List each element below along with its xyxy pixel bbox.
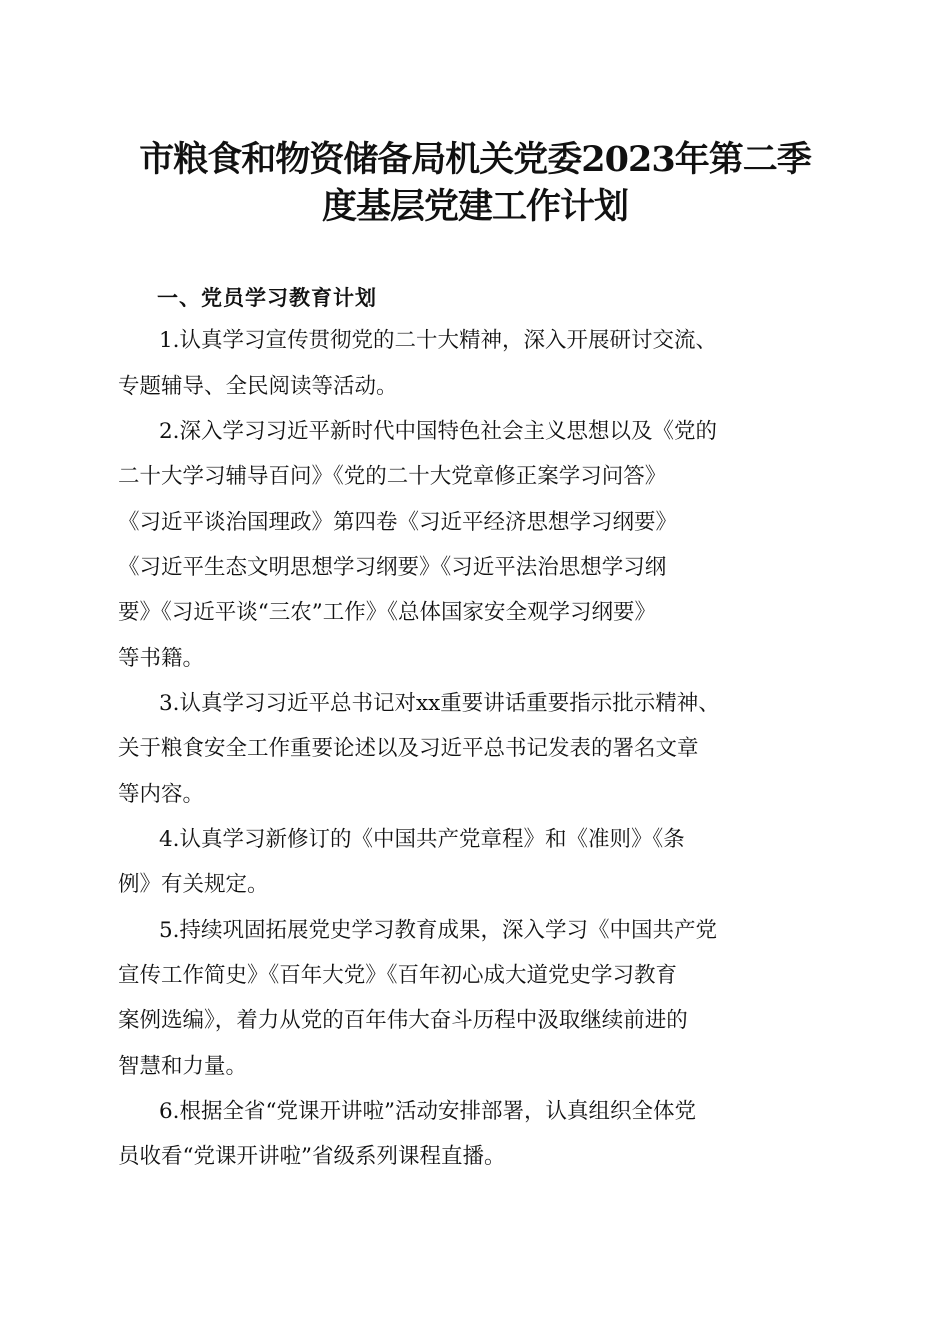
paragraph-line: 等内容。 (118, 782, 205, 807)
paragraph-line: 5.持续巩固拓展党史学习教育成果，深入学习《中国共产党 (159, 918, 718, 943)
section-heading: 一、党员学习教育计划 (157, 286, 377, 310)
paragraph-line: 专题辅导、全民阅读等活动。 (118, 374, 398, 399)
paragraph-line: 2.深入学习习近平新时代中国特色社会主义思想以及《党的 (159, 419, 718, 444)
paragraph-line: 宣传工作简史》《百年大党》《百年初心成大道党史学习教育 (118, 963, 678, 988)
paragraph-line: 案例选编》，着力从党的百年伟大奋斗历程中汲取继续前进的 (118, 1008, 688, 1033)
paragraph-line: 员收看“党课开讲啦”省级系列课程直播。 (118, 1144, 506, 1169)
paragraph-line: 6.根据全省“党课开讲啦”活动安排部署，认真组织全体党 (159, 1099, 696, 1124)
paragraph-line: 《习近平生态文明思想学习纲要》《习近平法治思想学习纲 (118, 555, 667, 580)
paragraph-line: 等书籍。 (118, 646, 205, 671)
paragraph-line: 二十大学习辅导百问》《党的二十大党章修正案学习问答》 (118, 464, 667, 489)
paragraph-line: 1.认真学习宣传贯彻党的二十大精神，深入开展研讨交流、 (159, 328, 718, 353)
paragraph-line: 例》有关规定。 (118, 872, 269, 897)
paragraph-line: 关于粮食安全工作重要论述以及习近平总书记发表的署名文章 (118, 736, 699, 761)
document-title-line-1: 市粮食和物资储备局机关党委2023年第二季 (139, 139, 811, 180)
document-title-line-2: 度基层党建工作计划 (321, 186, 628, 227)
paragraph-line: 3.认真学习习近平总书记对xx重要讲话重要指示批示精神、 (159, 691, 720, 716)
paragraph-line: 智慧和力量。 (118, 1054, 248, 1079)
paragraph-line: 4.认真学习新修订的《中国共产党章程》和《准则》《条 (159, 827, 685, 852)
paragraph-line: 要》《习近平谈“三农”工作》《总体国家安全观学习纲要》 (118, 600, 656, 625)
paragraph-line: 《习近平谈治国理政》第四卷《习近平经济思想学习纲要》 (118, 510, 678, 535)
